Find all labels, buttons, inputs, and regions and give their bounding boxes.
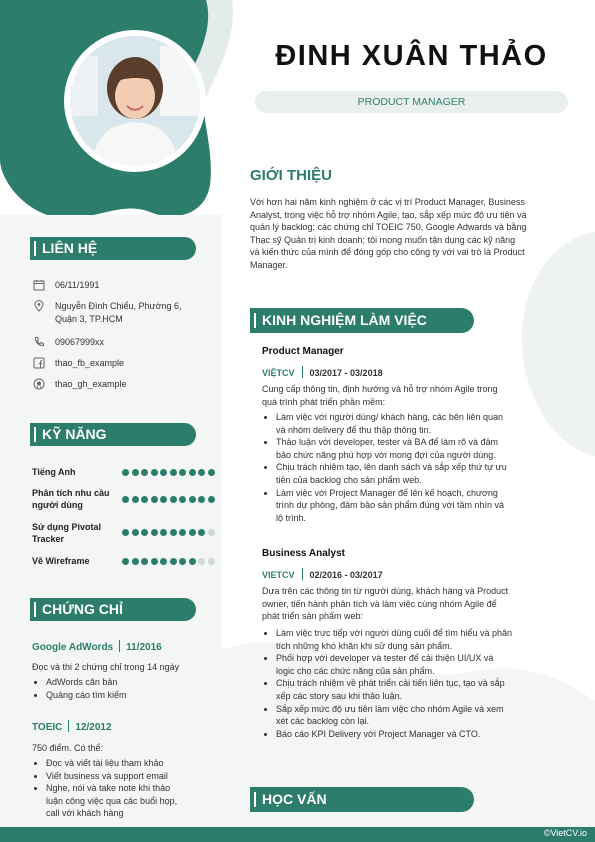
- skill-level: [122, 558, 215, 565]
- job-desc: Cung cấp thông tin, định hướng và hỗ trợ nhóm Agile trong quá trình phát triển phần mềm:: [262, 384, 498, 407]
- list-item: • Phối hợp với developer và tester để cải thiện UI/UX và logic cho các chức năng của sản phẩm.: [276, 652, 591, 677]
- skill-dot: [122, 558, 129, 565]
- skill-dot: [179, 529, 186, 536]
- skill-dot: [141, 529, 148, 536]
- contact-birthday: 06/11/1991: [33, 279, 213, 292]
- skill-dot: [198, 529, 205, 536]
- experience-heading: KINH NGHIỆM LÀM VIỆC: [250, 308, 474, 333]
- skill-dot: [151, 496, 158, 503]
- skill-name: Sử dụng Pivotal Tracker: [32, 522, 102, 544]
- list-item: • AdWords căn bản: [46, 676, 226, 689]
- skill-dot: [170, 558, 177, 565]
- list-item: • Nghe, nói và take note khi thảo luận công việc qua các buổi họp, call với khách hàng: [46, 782, 231, 820]
- skill-dot: [208, 496, 215, 503]
- certificates-heading: CHỨNG CHỈ: [30, 598, 196, 621]
- calendar-icon: [33, 279, 45, 291]
- intro-heading: GIỚI THIỆU: [250, 167, 332, 184]
- skill-level: [122, 469, 215, 476]
- skill-dot: [141, 469, 148, 476]
- phone-icon: [33, 336, 45, 348]
- list-item: • Đọc và viết tài liệu tham khảo: [46, 757, 231, 770]
- cert-desc: Đọc và thi 2 chứng chỉ trong 14 ngày: [32, 662, 180, 672]
- skill-level: [122, 529, 215, 536]
- cert-bullets: [32, 676, 226, 701]
- skill-dot: [132, 529, 139, 536]
- skill-dot: [208, 558, 215, 565]
- skill-dot: [132, 469, 139, 476]
- skill-dot: [170, 529, 177, 536]
- contact-address: Nguyễn Đình Chiểu, Phường 6, Quận 3, TP.HCM: [33, 300, 213, 325]
- skill-dot: [122, 529, 129, 536]
- job-title: Business Analyst: [262, 548, 345, 559]
- cert-title: TOEIC 12/2012: [32, 722, 112, 733]
- cert-bullets: [32, 757, 231, 820]
- contact-facebook[interactable]: thao_fb_example: [33, 357, 213, 370]
- skill-dot: [198, 496, 205, 503]
- skill-dot: [122, 496, 129, 503]
- skill-dot: [189, 496, 196, 503]
- list-item: • Quảng cáo tìm kiếm: [46, 689, 226, 702]
- footer-bar: [0, 827, 595, 842]
- skill-dot: [179, 558, 186, 565]
- list-item: • Báo cáo KPI Delivery với Project Manager và CTO.: [276, 728, 591, 741]
- skill-dot: [189, 529, 196, 536]
- skill-dot: [208, 529, 215, 536]
- skill-dot: [151, 529, 158, 536]
- skill-dot: [160, 529, 167, 536]
- footer-brand[interactable]: ©VietCV.io: [543, 828, 587, 838]
- list-item: • Viết business và support email: [46, 770, 231, 783]
- skill-dot: [189, 558, 196, 565]
- skill-dot: [160, 469, 167, 476]
- skill-name: Tiếng Anh: [32, 467, 76, 477]
- list-item: • Chịu trách nhiệm về phát triển cải tiến liên tục, tạo và sắp xếp các story sau khi thảo luận.: [276, 677, 591, 702]
- skill-dot: [151, 469, 158, 476]
- skill-dot: [132, 558, 139, 565]
- skill-dot: [179, 496, 186, 503]
- skill-dot: [170, 496, 177, 503]
- cert-desc: 750 điểm. Có thể:: [32, 743, 104, 753]
- list-item: • Thảo luận với developer, tester và BA để làm rõ và đảm bảo chức năng phù hợp với mong đợi của người dùng.: [276, 436, 591, 461]
- location-icon: [33, 300, 45, 312]
- skill-dot: [189, 469, 196, 476]
- job-desc: Dựa trên các thông tin từ người dùng, khách hàng và Product owner, tiến hành phân tích và làm việc cùng nhóm Agile để phát triển sản phẩm web:: [262, 586, 509, 622]
- contact-heading: LIÊN HỆ: [30, 237, 196, 260]
- github-icon: [33, 378, 45, 390]
- skill-dot: [170, 469, 177, 476]
- facebook-icon: [33, 357, 45, 369]
- job-bullets: [262, 411, 591, 524]
- list-item: • Làm việc với người dùng/ khách hàng, các bên liên quan và nhóm delivery để thu thập thông tin.: [276, 411, 591, 436]
- skill-dot: [198, 558, 205, 565]
- skill-name: Phân tích nhu cầu người dùng: [32, 488, 110, 510]
- skill-dot: [141, 558, 148, 565]
- company-line: VIỆTCV 03/2017 - 03/2018: [262, 368, 383, 378]
- skill-dot: [151, 558, 158, 565]
- list-item: • Chịu trách nhiệm tạo, lên danh sách và sắp xếp thứ tự ưu tiên của backlog cho sản phẩm web.: [276, 461, 591, 486]
- skills-heading: KỸ NĂNG: [30, 423, 196, 446]
- education-heading: HỌC VẤN: [250, 787, 474, 812]
- list-item: • Làm việc trực tiếp với người dùng cuối để tìm hiểu và phân tích những khó khăn khi sử dụng sản phẩm.: [276, 627, 591, 652]
- job-title-badge: PRODUCT MANAGER: [255, 91, 568, 113]
- cert-title: Google AdWords 11/2016: [32, 642, 162, 653]
- skill-dot: [141, 496, 148, 503]
- avatar: [70, 36, 200, 166]
- list-item: • Sắp xếp mức độ ưu tiên làm việc cho nhóm Agile và xem xét các backlog còn lại.: [276, 703, 591, 728]
- skill-dot: [179, 469, 186, 476]
- job-bullets: [262, 627, 591, 740]
- intro-text: Với hơn hai năm kinh nghiệm ở các vị trí Product Manager, Business Analyst, trong việc hỗ trợ nhóm Agile, tạo, sắp xếp mức độ ưu tiên và quản lý backlog; các chứng chỉ TOEIC 750, Google Adwards và bằng Thạc sỹ Quản trị kinh doanh; tôi mong muốn tận dụng các kỹ năng và kiến thức của mình để đóng góp cho công ty với vai trò là Product Manager.: [250, 197, 527, 270]
- contact-github[interactable]: thao_gh_example: [33, 378, 213, 391]
- skill-dot: [160, 558, 167, 565]
- company-line: VIETCV 02/2016 - 03/2017: [262, 570, 383, 580]
- skill-dot: [122, 469, 129, 476]
- full-name: ĐINH XUÂN THẢO: [275, 40, 548, 72]
- avatar-illustration: [70, 36, 200, 166]
- skill-name: Vẽ Wireframe: [32, 556, 90, 566]
- skill-dot: [132, 496, 139, 503]
- skill-dot: [208, 469, 215, 476]
- list-item: • Làm việc với Project Manager để lên kế hoạch, chương trình dự phòng, đảm bảo sản phẩm đúng với tầm nhìn và lộ trình.: [276, 487, 591, 525]
- contact-phone: 09067999xx: [33, 336, 213, 349]
- job-title: Product Manager: [262, 346, 344, 357]
- skill-dot: [160, 496, 167, 503]
- skill-dot: [198, 469, 205, 476]
- skill-level: [122, 496, 215, 503]
